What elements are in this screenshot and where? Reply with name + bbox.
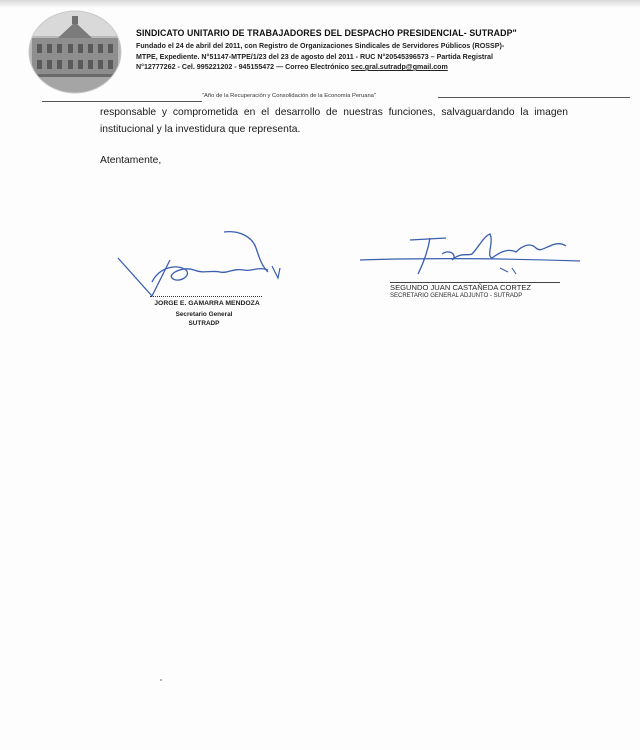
closing-salutation: Atentamente,: [100, 155, 162, 166]
signature-2: [360, 228, 600, 288]
scan-speck: [160, 679, 162, 681]
signatory-2-name: SEGUNDO JUAN CASTAÑEDA CORTEZ: [390, 283, 532, 292]
header-rule-left: [42, 101, 202, 102]
signatory-1-role: Secretario General: [175, 311, 233, 318]
signatory-1-org: SUTRADP: [188, 320, 220, 327]
org-registration-info: [136, 41, 536, 73]
info-line-1: Fundado el 24 de abril del 2011, con Registro de Organizaciones Sindicales de Servidores Públicos (ROSSP)-: [136, 42, 505, 50]
info-line-3: [136, 62, 536, 73]
email-link[interactable]: sec.gral.sutradp@gmail.com: [351, 63, 448, 71]
year-motto: "Año de la Recuperación y Consolidación de la Economía Peruana": [202, 93, 376, 99]
scan-edge-shadow: [0, 0, 640, 8]
signature-1: [112, 226, 292, 306]
signatory-2-role: SECRETARIO GENERAL ADJUNTO - SUTRADP: [390, 293, 523, 299]
org-name: SINDICATO UNITARIO DE TRABAJADORES DEL DESPACHO PRESIDENCIAL- SUTRADP": [136, 28, 517, 38]
signatory-1-name: JORGE E. GAMARRA MENDOZA: [154, 300, 260, 307]
signature-1-dotted-line: [150, 296, 262, 297]
header-rule-right: [438, 97, 630, 98]
info-line-2: MTPE, Expediente. N°51147-MTPE/1/23 del 23 de agosto del 2011 - RUC N°20545396573 – Partida Registral: [136, 52, 493, 61]
info-line-3-text: N°12777262 - Cel. 995221202 - 945155472 — Correo Electrónico: [136, 63, 351, 71]
body-paragraph: responsable y comprometida en el desarrollo de nuestras funciones, salvaguardando la imagen institucional y la investidura que representa.: [100, 107, 568, 135]
palace-logo: [28, 10, 122, 94]
